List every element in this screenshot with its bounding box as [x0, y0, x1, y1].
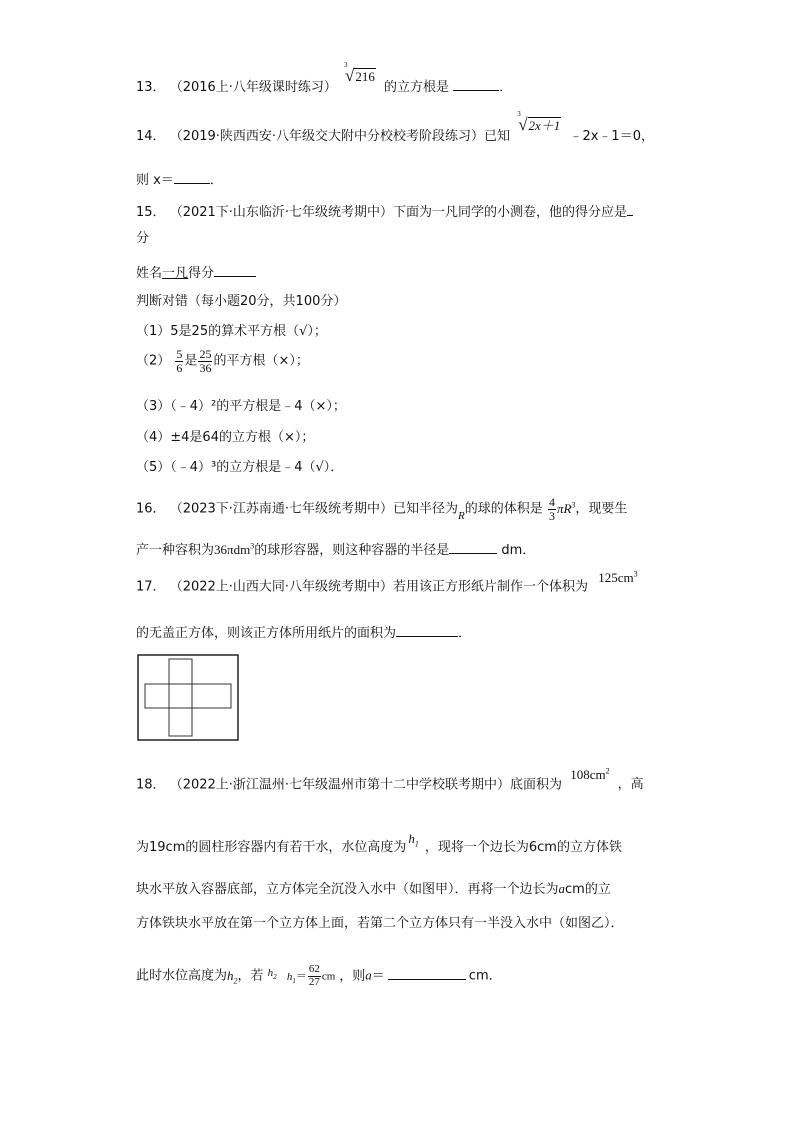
q15-item2-suffix: 的平方根（×）； — [213, 353, 309, 369]
q18-answer-eq: ＝ — [371, 967, 385, 983]
q15-line1 — [136, 203, 633, 219]
q14-radicand: 2x＋1 — [528, 118, 561, 133]
q14-equation-rest: ﹣2x﹣1＝0， — [569, 129, 654, 144]
q18-h2-var: h — [227, 967, 234, 983]
q18-eq: ＝ — [295, 970, 307, 983]
q15-name-value: 一凡 — [162, 266, 189, 281]
outer-square — [138, 655, 238, 740]
q16-answer-blank — [449, 541, 497, 554]
q18-line5-c: ，则 — [339, 968, 366, 984]
q17-number: 17． — [136, 579, 166, 595]
q17-line2-text: 的无盖正方体，则该正方体所用纸片的面积为 — [136, 626, 397, 641]
q18-number: 18． — [136, 777, 166, 793]
q14-answer-blank — [174, 171, 210, 184]
q16-line2 — [136, 541, 535, 557]
q15-name-label: 姓名 — [136, 266, 163, 281]
q13-end: ． — [499, 80, 513, 95]
fraction-denominator: 3 — [548, 508, 555, 523]
fraction-denominator: 27 — [308, 975, 320, 988]
q18-answer-blank — [388, 967, 466, 980]
q15-number: 15． — [136, 205, 166, 220]
q18-h1-sub: 1 — [414, 839, 419, 849]
q16-fraction — [548, 496, 556, 522]
fraction-numerator: 5 — [176, 347, 183, 361]
q18-h2 — [227, 967, 238, 986]
q18-cond-h1-var: h — [286, 970, 293, 983]
q13-line — [136, 61, 513, 95]
q18-line5-a: 此时水位高度为 — [136, 968, 228, 984]
q14-source: （2019·陕西西安·八年级交大附中分校校考阶段练习）已知 — [169, 129, 511, 144]
q18-cond-h1-sub: 1 — [292, 976, 296, 985]
q17-volume-exp: 3 — [633, 570, 638, 579]
q17-figure-net — [137, 654, 239, 741]
q16-text-b: ，现要生 — [575, 501, 628, 517]
q14-line2-prefix: 则 x＝ — [136, 173, 174, 188]
q15-answer-blank — [627, 203, 633, 216]
q15-item-3: （3）（﹣4）²的平方根是﹣4（×）； — [136, 399, 346, 414]
q15-item-4: （4）±4是64的立方根（×）； — [136, 430, 315, 445]
q13-radicand: 216 — [355, 69, 375, 84]
q15-item-5: （5）（﹣4）³的立方根是﹣4（√）． — [136, 460, 344, 475]
q18-line3-a: 块水平放入容器底部，立方体完全沉没入水中（如图甲）．再将一个边长为 — [136, 882, 559, 897]
q14-root-index: 3 — [517, 110, 521, 118]
fraction-numerator: 25 — [199, 347, 212, 361]
q17-volume-value: 125cm — [598, 570, 634, 586]
q18-var-a: a — [558, 881, 566, 896]
q17-source: （2022上·山西大同·八年级统考期中）若用该正方形纸片制作一个体积为 — [169, 579, 589, 595]
q18-fraction — [308, 964, 321, 988]
cross-horizontal — [145, 684, 231, 708]
q16-text-a: 的球的体积是 — [464, 501, 543, 517]
fraction-numerator: 62 — [308, 963, 320, 975]
q15-fraction-25-36 — [198, 348, 212, 374]
fraction-numerator: 4 — [548, 495, 555, 509]
q18-text-a: ，高 — [617, 777, 644, 793]
q18-line2 — [136, 831, 622, 857]
q18-cond-h1 — [287, 971, 296, 983]
q17-line1 — [136, 570, 638, 595]
q17-answer-blank — [396, 624, 458, 637]
q14-number: 14． — [136, 129, 166, 144]
q13-number: 13． — [136, 80, 166, 95]
fraction-denominator: 6 — [176, 360, 183, 375]
q16-line2-b: 的球形容器，则这种容器的半径是 — [254, 543, 450, 558]
q15-score-blank — [214, 264, 256, 277]
q18-cond-h2 — [268, 967, 277, 979]
q18-line5 — [136, 964, 502, 988]
q16-volume — [214, 542, 254, 557]
q18-source: （2022上·浙江温州·七年级温州市第十二中学校联考期中）底面积为 — [169, 777, 563, 793]
q13-answer-blank — [453, 78, 499, 91]
radical-icon: √ — [518, 115, 528, 134]
q16-line2-a: 产一种容积为 — [136, 543, 215, 558]
q16-var-r: R — [458, 509, 465, 522]
q17-volume — [598, 570, 637, 585]
q18-line2-a: 为19cm的圆柱形容器内有若干水，水位高度为 — [136, 840, 407, 855]
cross-vertical — [169, 659, 192, 736]
q18-frac-unit: cm — [321, 970, 336, 983]
q18-cond-h2-sub: 2 — [273, 972, 277, 981]
q16-number: 16． — [136, 501, 166, 517]
q17-end: ． — [458, 626, 472, 641]
q16-formula — [557, 501, 575, 516]
q18-line5-b: ，若 — [237, 968, 264, 984]
radical-icon: √ — [345, 66, 355, 85]
q16-volume-value: 36πdm — [214, 542, 251, 557]
q15-item2-mid: 是 — [184, 353, 198, 369]
q18-area — [570, 767, 609, 782]
q14-line2 — [136, 171, 223, 187]
q18-line2-b: ，现将一个边长为6cm的立方体铁 — [424, 840, 622, 855]
q15-item-1: （1）5是25的算术平方根（√）； — [136, 324, 327, 339]
q13-source: （2016上·八年级课时练习） — [169, 80, 337, 95]
q16-volume-exp: 3 — [250, 541, 255, 551]
q15-source: （2021下·山东临沂·七年级统考期中）下面为一凡同学的小测卷，他的得分应是 — [169, 205, 628, 220]
q18-cond-h2-var: h — [267, 966, 274, 979]
q18-line3 — [136, 882, 611, 896]
q16-line1 — [136, 496, 627, 522]
q16-exponent: 3 — [571, 500, 576, 510]
q15-name-line — [136, 264, 256, 280]
q15-fraction-5-6 — [175, 348, 183, 374]
q18-line3-b: cm的立 — [565, 882, 611, 897]
q15-item2-prefix: （2） — [136, 353, 171, 369]
q14-cube-root — [517, 110, 561, 134]
q13-cube-root — [344, 61, 376, 85]
q17-line2 — [136, 624, 471, 640]
q14-line1 — [136, 110, 654, 144]
q18-h2-sub: 2 — [233, 976, 238, 986]
q18-area-value: 108cm — [570, 767, 606, 783]
q18-h1 — [408, 831, 419, 849]
fraction-denominator: 36 — [199, 360, 212, 375]
q15-item-2 — [136, 348, 309, 374]
q18-answer-var: a — [365, 967, 372, 983]
q13-text: 的立方根是 — [384, 80, 450, 95]
q14-end: ． — [209, 173, 223, 188]
q15-score-label: 得分 — [188, 266, 215, 281]
q15-line2 — [136, 232, 149, 245]
q18-line1 — [136, 767, 644, 793]
q16-formula-tail: πR — [556, 500, 572, 516]
q15-unit: 分 — [136, 231, 150, 246]
q16-unit: dm． — [501, 543, 536, 558]
q13-root-index: 3 — [344, 61, 348, 69]
q18-line4: 方体铁块水平放在第一个立方体上面，若第二个立方体只有一半没入水中（如图乙）． — [136, 916, 624, 931]
q15-instructions: 判断对错（每小题20分，共100分） — [136, 294, 347, 309]
q18-h1-var: h — [408, 831, 415, 846]
q18-area-exp: 2 — [605, 767, 610, 776]
q16-source: （2023下·江苏南通·七年级统考期中）已知半径为 — [169, 501, 459, 517]
q18-unit: cm． — [468, 968, 502, 984]
